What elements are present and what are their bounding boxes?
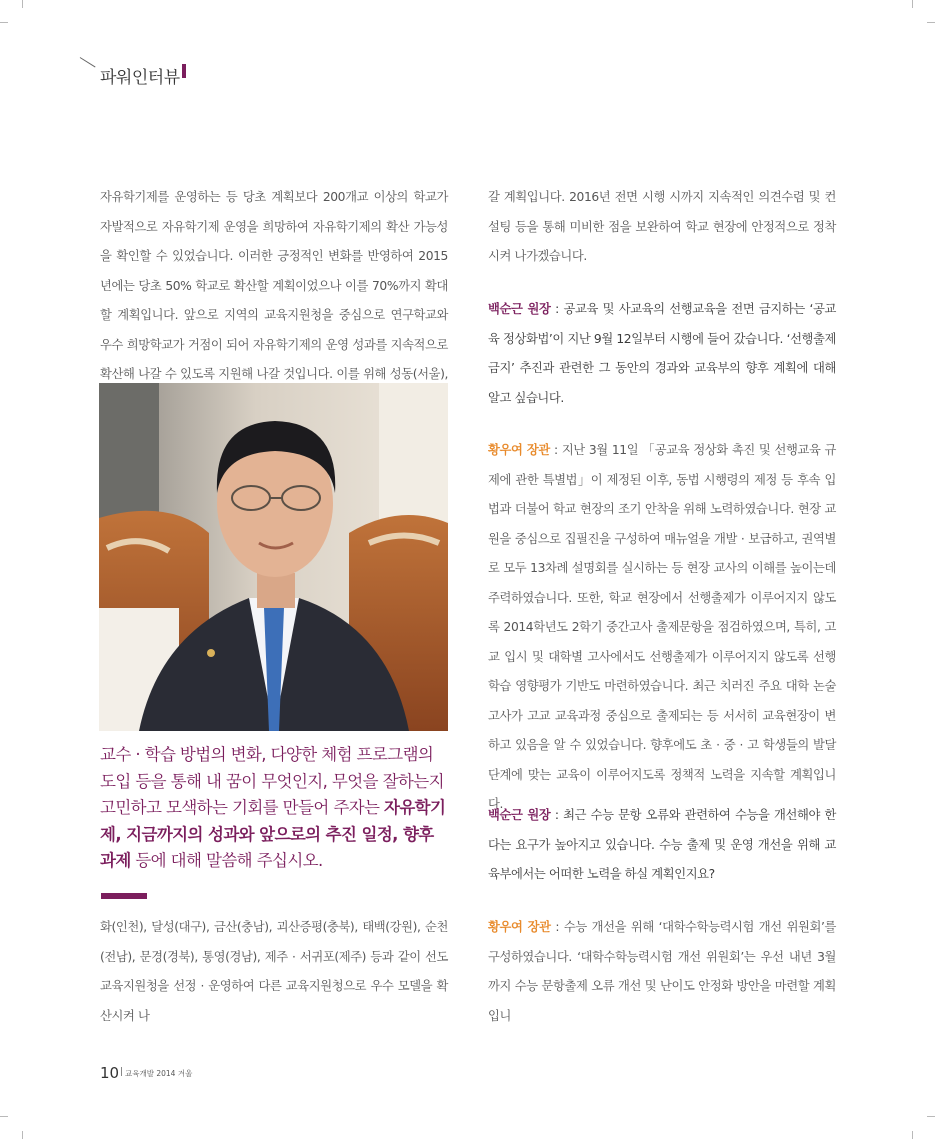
publication-name: 교육개발 2014 겨울 — [125, 1069, 193, 1078]
crop-mark — [912, 1131, 913, 1139]
crop-mark — [0, 1116, 8, 1117]
question-1-text: : 공교육 및 사교육의 선행교육을 전면 금지하는 ‘공교육 정상화법’이 지난 9월 12일부터 시행에 들어 갔습니다. ‘선행출제 금지’ 추진과 관련한 그 동안의 경과와 교육부의 향후 계획에 대해 알고 싶습니다. — [488, 302, 836, 405]
interviewee-name: 황우여 장관 — [488, 443, 550, 457]
pull-quote-emphasis: 자유학기제, 지금까지의 성과와 앞으로의 추진 일정, 향후 과제 — [100, 798, 446, 871]
left-paragraph-1: 자유학기제를 운영하는 등 당초 계획보다 200개교 이상의 학교가 자발적으로 자유학기제 운영을 희망하여 자유학기제의 확산 가능성을 확인할 수 있었습니다. 이러한 긍정적인 변화를 반영하여 2015년에는 당초 50% 학교로 확산할 계획이었으나 이를 70%까지 확대할 계획입니다. 앞으로 지역의 교육지원청을 중심으로 연구학교와 우수 희망학교가 거점이 되어 자유학기제의 운영 성과를 지속적으로 확산해 나갈 수 있도록 지원해 나갈 것입니다. 이를 위해 성동(서울), — [100, 190, 448, 381]
header-slash — [80, 57, 96, 67]
crop-mark — [22, 0, 23, 8]
section-title: 파워인터뷰 — [100, 68, 180, 88]
interviewee-name: 황우여 장관 — [488, 920, 551, 934]
crop-mark — [927, 22, 935, 23]
crop-mark — [912, 0, 913, 8]
crop-mark — [927, 1116, 935, 1117]
interviewer-name: 백순근 원장 — [488, 302, 551, 316]
right-paragraph-1: 갈 계획입니다. 2016년 전면 시행 시까지 지속적인 의견수렴 및 컨설팅 등을 통해 미비한 점을 보완하여 학교 현장에 안정적으로 정착시켜 나가겠습니다. — [488, 190, 836, 263]
folio-divider — [121, 1067, 122, 1076]
portrait-image — [99, 383, 448, 731]
section-marker — [182, 64, 186, 78]
question-1 — [488, 295, 836, 413]
pull-quote — [100, 742, 450, 875]
crop-mark — [22, 1131, 23, 1139]
pull-quote-end: 등에 대해 말씀해 주십시오. — [130, 851, 323, 871]
question-2 — [488, 801, 836, 890]
answer-1 — [488, 436, 836, 820]
answer-2-text: : 수능 개선을 위해 ‘대학수학능력시험 개선 위원회’를 구성하였습니다. ‘대학수학능력시험 개선 위원회’는 우선 내년 3월까지 수능 문항출제 오류 개선 및 난이도 안정화 방안을 마련할 계획입니 — [488, 920, 836, 1023]
answer-1-text: : 지난 3월 11일 「공교육 정상화 촉진 및 선행교육 규제에 관한 특별법」이 제정된 이후, 동법 시행령의 제정 등 후속 입법과 더불어 학교 현장의 조기 안착을 위해 노력하였습니다. 현장 교원을 중심으로 집필진을 구성하여 매뉴얼을 개발 · 보급하고, 권역별로 모두 13차례 설명회를 실시하는 등 현장 교사의 이해를 높이는데 주력하였습니다. 또한, 학교 현장에서 선행출제가 이루어지지 않도록 2014학년도 2학기 중간고사 출제문항을 점검하였으며, 특히, 고교 입시 및 대학별 고사에서도 선행출제가 이루어지지 않도록 선행학습 영향평가 기반도 마련하였습니다. 최근 치러진 주요 대학 논술고사가 고교 교육과정 중심으로 출제되는 등 서서히 교육현장이 변하고 있음을 알 수 있었습니다. 향후에도 초 · 중 · 고 학생들의 발달단계에 맞는 교육이 이루어지도록 정책적 노력을 지속할 계획입니다. — [488, 443, 836, 811]
question-2-text: : 최근 수능 문항 오류와 관련하여 수능을 개선해야 한다는 요구가 높아지고 있습니다. 수능 출제 및 운영 개선을 위해 교육부에서는 어떠한 노력을 하실 계획인지요? — [488, 808, 836, 881]
interview-photo — [99, 383, 448, 731]
interviewer-name: 백순근 원장 — [488, 808, 551, 822]
page-number: 10 — [100, 1064, 120, 1082]
pull-quote-rule — [101, 893, 147, 899]
left-paragraph-2: 화(인천), 달성(대구), 금산(충남), 괴산증평(충북), 태백(강원), 순천(전남), 문경(경북), 통영(경남), 제주 · 서귀포(제주) 등과 같이 선도 교육지원청을 선정 · 운영하여 다른 교육지원청으로 우수 모델을 확산시켜 나 — [100, 920, 448, 1023]
crop-mark — [0, 22, 8, 23]
pull-quote-text: 교수 · 학습 방법의 변화, 다양한 체험 프로그램의 도입 등을 통해 내 꿈이 무엇인지, 무엇을 잘하는지 고민하고 모색하는 기회를 만들어 주자는 — [100, 745, 444, 818]
answer-2 — [488, 913, 836, 1031]
